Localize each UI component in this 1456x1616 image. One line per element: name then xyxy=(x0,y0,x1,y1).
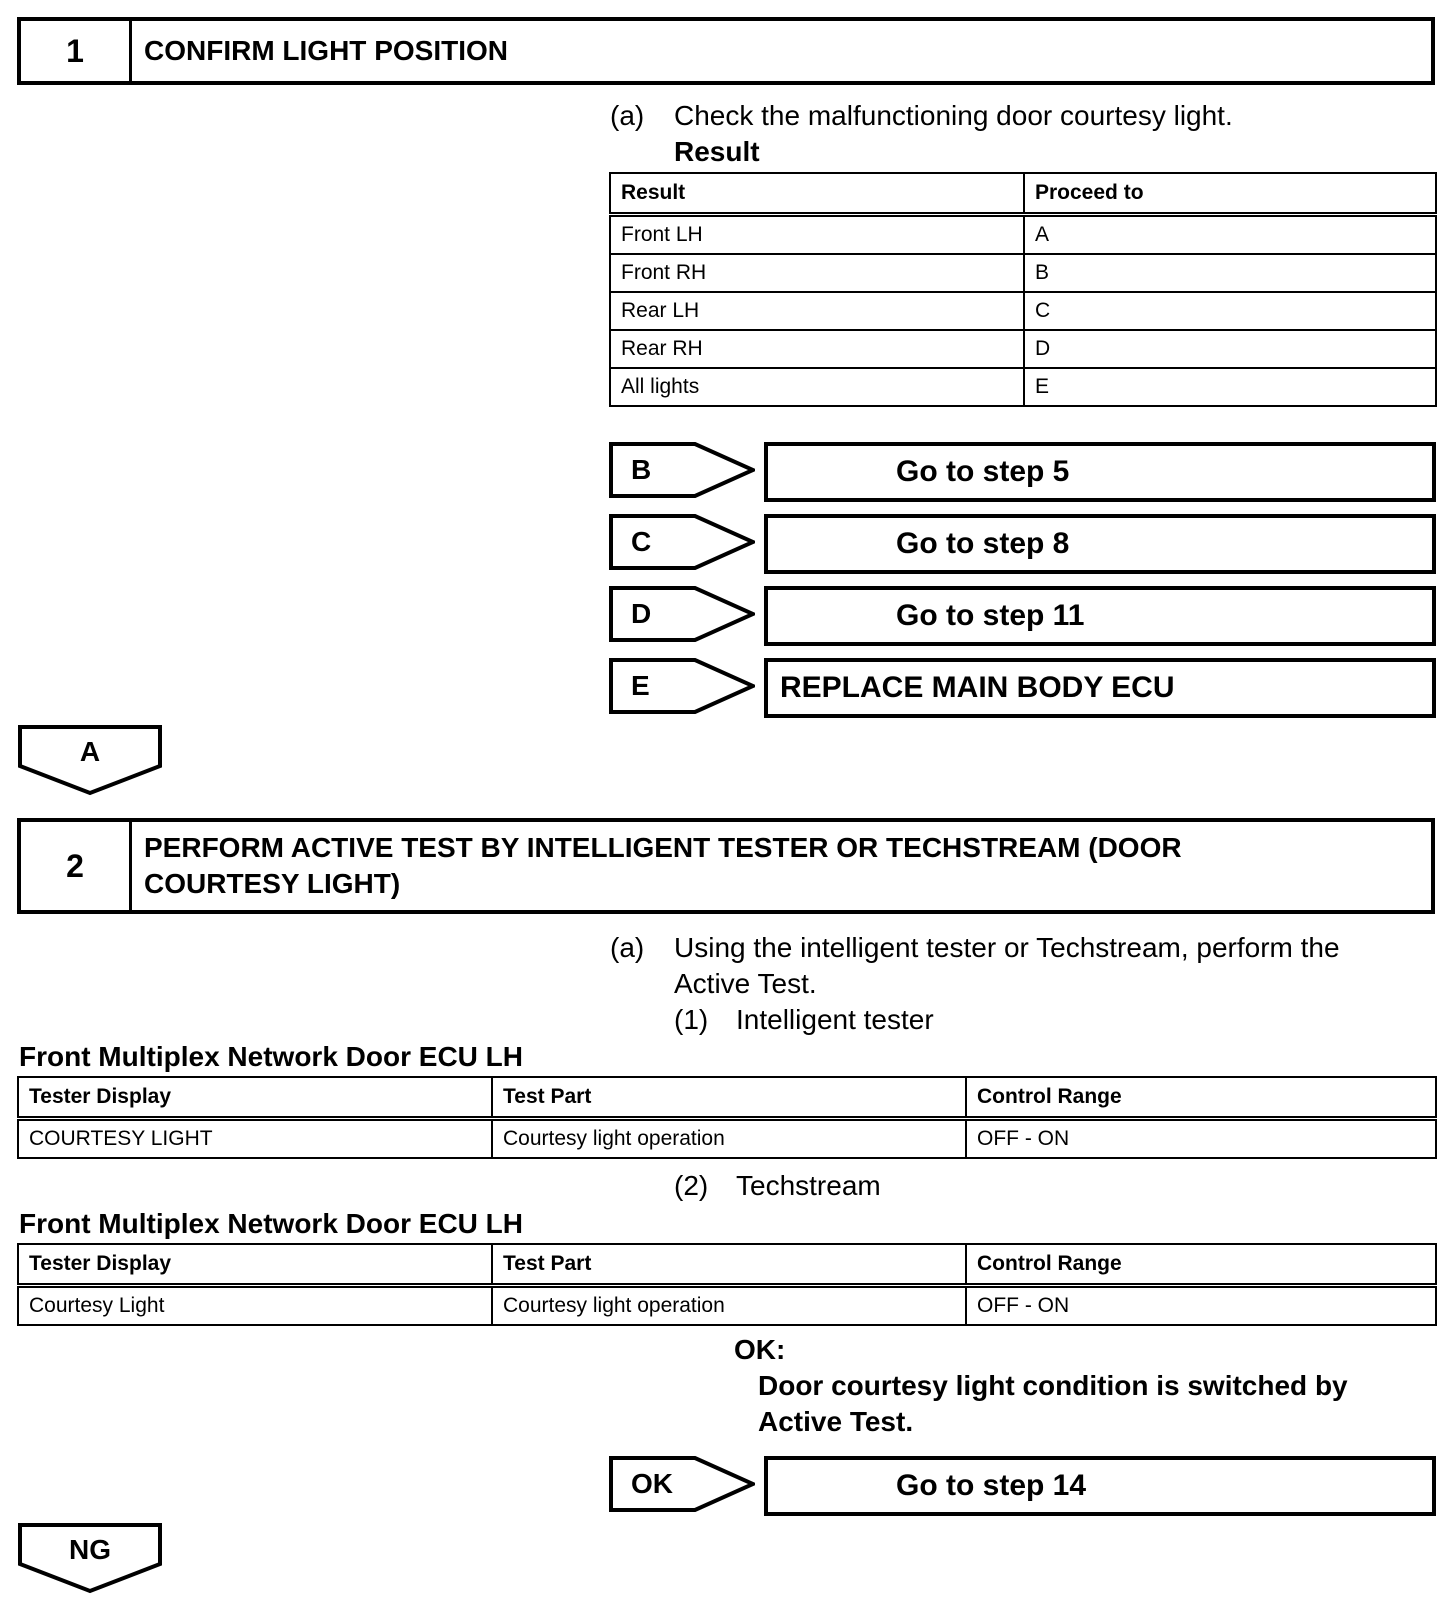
branch-destination-c[interactable]: Go to step 8 xyxy=(764,514,1436,574)
branch-tag-e[interactable] xyxy=(609,658,755,714)
branch-tag-label: D xyxy=(631,598,652,629)
branch-tag-label: OK xyxy=(631,1468,673,1499)
instruction-text: Active Test. xyxy=(674,968,817,999)
instruction-label: (a) xyxy=(610,100,645,131)
branch-tag-label: E xyxy=(631,670,650,701)
table-header-row xyxy=(610,173,1436,215)
table-cell: COURTESY LIGHT xyxy=(18,1119,492,1159)
column-header: Test Part xyxy=(492,1244,966,1286)
column-header: Tester Display xyxy=(18,1244,492,1286)
table-cell: D xyxy=(1024,330,1436,368)
substep-label: (1) xyxy=(674,1004,709,1035)
table-row xyxy=(18,1286,1436,1326)
branch-tag-c[interactable] xyxy=(609,514,755,570)
step-title xyxy=(132,822,1431,910)
ok-criteria: Door courtesy light condition is switched by xyxy=(758,1370,1348,1401)
step-1-header xyxy=(17,17,1435,85)
branch-tag-d[interactable] xyxy=(609,586,755,642)
table-cell: Courtesy light operation xyxy=(492,1286,966,1326)
instruction-text: Using the intelligent tester or Techstream, perform the xyxy=(674,932,1340,963)
step-title-line: PERFORM ACTIVE TEST BY INTELLIGENT TESTER OR TECHSTREAM (DOOR xyxy=(144,832,1182,863)
table-cell: Rear RH xyxy=(610,330,1024,368)
table-header-row xyxy=(18,1077,1436,1119)
substep-text: Techstream xyxy=(736,1170,881,1201)
column-header: Test Part xyxy=(492,1077,966,1119)
result-heading: Result xyxy=(674,136,760,167)
table-cell: Front LH xyxy=(610,215,1024,255)
active-test-table-techstream xyxy=(17,1243,1437,1326)
table-cell: OFF - ON xyxy=(966,1119,1436,1159)
branch-tag-label: B xyxy=(631,454,652,485)
continue-tag-a[interactable] xyxy=(17,724,163,796)
table-row xyxy=(610,254,1436,292)
branch-tag-b[interactable] xyxy=(609,442,755,498)
table-row xyxy=(610,292,1436,330)
step-number: 1 xyxy=(21,21,132,81)
table-title: Front Multiplex Network Door ECU LH xyxy=(19,1208,523,1239)
table-row xyxy=(610,368,1436,406)
substep-text: Intelligent tester xyxy=(736,1004,934,1035)
branch-destination-e[interactable]: REPLACE MAIN BODY ECU xyxy=(764,658,1436,718)
table-cell: C xyxy=(1024,292,1436,330)
substep-label: (2) xyxy=(674,1170,709,1201)
branch-tag-ok[interactable] xyxy=(609,1456,755,1512)
instruction-text: Check the malfunctioning door courtesy light. xyxy=(674,100,1233,131)
branch-destination-d[interactable]: Go to step 11 xyxy=(764,586,1436,646)
step-title: CONFIRM LIGHT POSITION xyxy=(144,35,508,66)
table-cell: Rear LH xyxy=(610,292,1024,330)
table-cell: OFF - ON xyxy=(966,1286,1436,1326)
result-table xyxy=(609,172,1437,407)
branch-destination-b[interactable]: Go to step 5 xyxy=(764,442,1436,502)
table-cell: Courtesy Light xyxy=(18,1286,492,1326)
table-cell: E xyxy=(1024,368,1436,406)
column-header: Proceed to xyxy=(1024,173,1436,215)
continue-tag-label: NG xyxy=(69,1534,111,1565)
table-title: Front Multiplex Network Door ECU LH xyxy=(19,1041,523,1072)
step-title-line: COURTESY LIGHT) xyxy=(144,868,401,899)
table-cell: Courtesy light operation xyxy=(492,1119,966,1159)
column-header: Tester Display xyxy=(18,1077,492,1119)
table-cell: B xyxy=(1024,254,1436,292)
table-cell: A xyxy=(1024,215,1436,255)
continue-tag-label: A xyxy=(79,736,101,767)
step-number: 2 xyxy=(21,822,132,910)
ok-label: OK: xyxy=(734,1334,786,1365)
column-header: Control Range xyxy=(966,1244,1436,1286)
instruction-label: (a) xyxy=(610,932,645,963)
table-row xyxy=(610,215,1436,255)
branch-tag-label: C xyxy=(631,526,652,557)
branch-destination-ok[interactable]: Go to step 14 xyxy=(764,1456,1436,1516)
continue-tag-ng[interactable] xyxy=(17,1522,163,1594)
column-header: Result xyxy=(610,173,1024,215)
table-row xyxy=(610,330,1436,368)
table-cell: All lights xyxy=(610,368,1024,406)
step-2-header xyxy=(17,818,1435,914)
table-cell: Front RH xyxy=(610,254,1024,292)
table-header-row xyxy=(18,1244,1436,1286)
table-row xyxy=(18,1119,1436,1159)
active-test-table-intelligent-tester xyxy=(17,1076,1437,1159)
column-header: Control Range xyxy=(966,1077,1436,1119)
ok-criteria: Active Test. xyxy=(758,1406,914,1437)
